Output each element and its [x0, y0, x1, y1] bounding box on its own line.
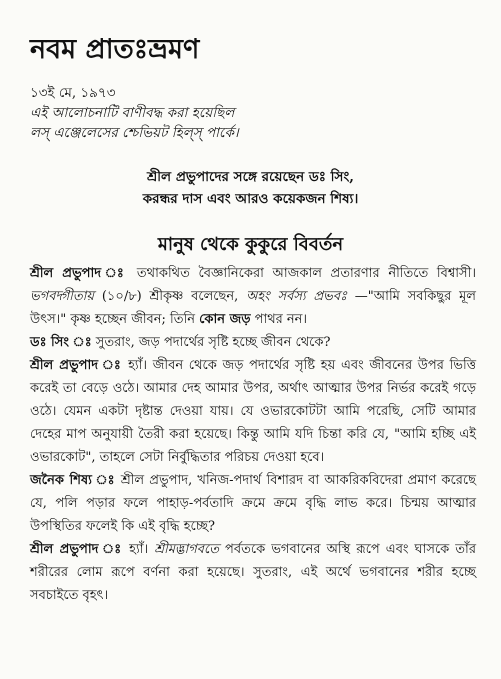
dialogue-paragraph	[30, 469, 476, 538]
date: ১৩ই মে, ১৯৭৩	[30, 85, 116, 101]
dialogue-text: হ্যাঁ।	[123, 542, 155, 557]
dialogue-text: পাথর নন।	[250, 312, 308, 327]
scripture-reference: শ্রীমদ্ভাগবতে	[154, 542, 220, 557]
dialogue-text: পর্বতকে ভগবানের অস্থি রূপে এবং ঘাসকে তাঁর শরীরের লোম রূপে বর্ণনা করা হয়েছে। সুতরাং, এই অর্থে ভগবানের শরীর হচ্ছে সবচাইতে বৃহৎ।	[30, 542, 476, 603]
dialogue-text: সুতরাং, জড় পদার্থের সৃষ্টি হচ্ছে জীবন থেকে?	[91, 335, 331, 350]
dialogue-paragraph	[30, 262, 476, 331]
dialogue-paragraph	[30, 331, 476, 354]
speaker-label: শ্রীল প্রভুপাদ ঃ	[30, 542, 124, 557]
dialogue-paragraph	[30, 354, 476, 469]
dialogue-paragraph	[30, 538, 476, 607]
dialogue-body	[30, 262, 476, 607]
recording-info	[30, 83, 239, 143]
speaker-label: জনৈক শিষ্য ঃ	[30, 473, 116, 488]
speaker-label: ডঃ সিং ঃ	[30, 335, 92, 350]
scripture-reference: ভগবদ্গীতায়	[30, 289, 95, 304]
recording-line: এই আলোচনাটি বাণীবদ্ধ করা হয়েছিল	[30, 105, 235, 121]
scripture-reference: অহং সর্বস্য প্রভবঃ	[246, 289, 348, 304]
participants-line: শ্রীল প্রভুপাদের সঙ্গে রয়েছেন ডঃ সিং,	[147, 169, 354, 185]
recording-location: লস্ এঞ্জেলেসের শ্চেভিয়ট হিল্স্ পার্কে।	[30, 125, 239, 141]
dialogue-text: —"আমি সবকিছুর মূল উৎস।" কৃষ্ণ হচ্ছেন জীবন; তিনি	[30, 289, 476, 327]
dialogue-text: তথাকথিত বৈজ্ঞানিকেরা আজকাল প্রতারণার নীতিতে বিশ্বাসী।	[128, 266, 476, 281]
dialogue-text: শ্রীল প্রভুপাদ, খনিজ-পদার্থ বিশারদ বা আকরিকবিদেরা প্রমাণ করেছে যে, পলি পড়ার ফলে পাহাড়-পর্বতাদি ক্রমে ক্রমে বৃদ্ধি লাভ করে। চিন্ময় আত্মার উপস্থিতির ফলেই কি এই বৃদ্ধি হচ্ছে?	[30, 473, 476, 534]
emphasis-text: কোন জড়	[199, 312, 251, 327]
dialogue-text: (১০/৮) শ্রীকৃষ্ণ বলেছেন,	[94, 289, 247, 304]
participants-line: করন্ধর দাস এবং আরও কয়েকজন শিষ্য।	[142, 191, 359, 207]
chapter-title: নবম প্রাতঃভ্রমণ	[30, 34, 200, 65]
speaker-label: শ্রীল প্রভুপাদ ঃ	[30, 358, 123, 373]
participants-note	[0, 166, 501, 210]
speaker-label: শ্রীল প্রভুপাদ ঃ	[30, 266, 129, 281]
section-title: মানুষ থেকে কুকুরে বিবর্তন	[157, 234, 344, 255]
dialogue-text: হ্যাঁ। জীবন থেকে জড় পদার্থের সৃষ্টি হয় এবং জীবনের উপর ভিত্তি করেই তা বেড়ে ওঠে। আমার দেহ আমার উপর, অর্থাৎ আত্মার উপর নির্ভর করেই গড়ে ওঠে। যেমন একটা দৃষ্টান্ত দেওয়া যায়। যে ওভারকোটটা আমি পরেছি, সেটি আমার দেহের মাপ অনুযায়ী তৈরী করা হয়েছে। কিন্তু আমি যদি চিন্তা করি যে, "আমি হচ্ছি এই ওভারকোট", তাহলে সেটা নির্বুদ্ধিতার পরিচয় দেওয়া হবে।	[30, 358, 476, 465]
